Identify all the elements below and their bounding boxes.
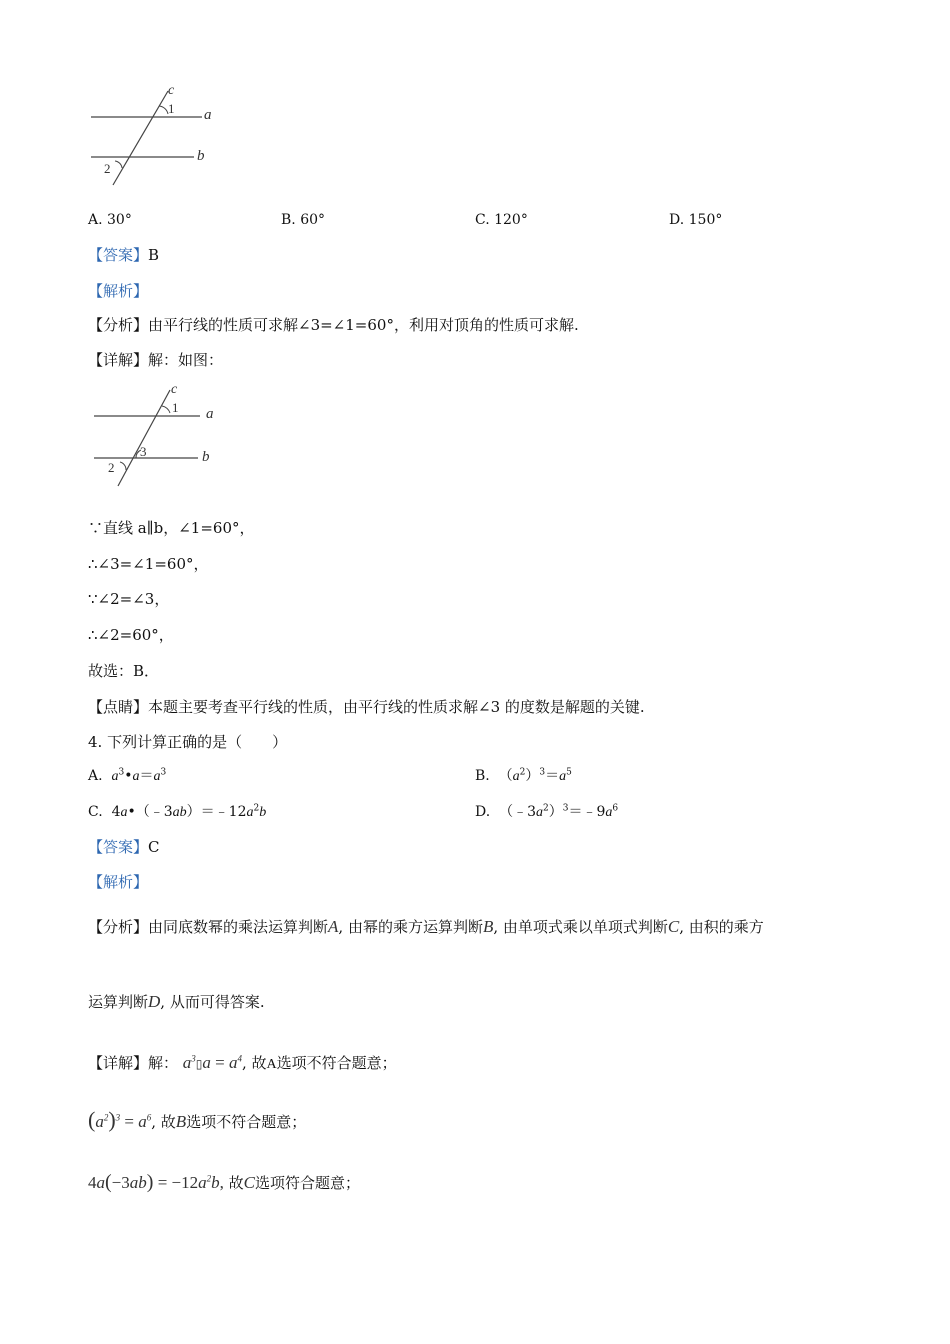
fenxi-text: , 从而可得答案. [160, 993, 265, 1011]
math-A: A [328, 917, 339, 936]
detail-text: , 故 [151, 1113, 176, 1131]
q4-option-a: A. $a^3•a=a^3$ [88, 767, 167, 784]
fenxi-text: , 由幂的乘方运算判断 [338, 918, 483, 936]
q4-detail-b [88, 1107, 307, 1132]
math-D: D [148, 992, 161, 1011]
q4-option-b: B. $(a^2)^3=a^5$ [475, 767, 572, 784]
label-angle-1: 1 [168, 101, 175, 116]
parallel-lines-figure-1 [84, 78, 234, 190]
parallel-lines-figure-2 [88, 378, 228, 490]
q4-fenxi-line-2 [88, 992, 265, 1012]
option-letter: A [266, 1057, 277, 1072]
q3-option-a: A. 30° [88, 212, 132, 228]
q3-step-4: ∴∠2=60°， [88, 626, 174, 644]
detail-text: 故 [228, 1174, 244, 1192]
q4-detail-c [88, 1172, 360, 1193]
q3-option-d: D. 150° [669, 212, 723, 228]
q3-step-1: ∵直线 a∥b，∠1=60°， [88, 519, 255, 537]
q3-step-3: ∵∠2=∠3， [88, 590, 170, 608]
math-B: B [482, 917, 494, 936]
q3-fenxi: 【分析】由平行线的性质可求解∠3=∠1=60°，利用对顶角的性质可求解. [88, 316, 579, 334]
q3-answer [88, 245, 159, 265]
detail-text: 选项不符合题意； [186, 1113, 307, 1131]
q3-detail: 【详解】解：如图： [88, 351, 224, 369]
q4-detail-a [88, 1053, 397, 1075]
detail-text: 选项符合题意； [255, 1174, 361, 1192]
label-angle-3: 3 [140, 444, 147, 459]
q4-fenxi-line-1 [88, 917, 764, 937]
q3-option-c: C. 120° [475, 212, 528, 228]
formula-b: $(a^2)^3 = a^6$ [88, 1107, 152, 1132]
label-angle-2: 2 [104, 161, 111, 176]
formula-c: $4a(-3ab) = -12a^2b$, [88, 1171, 224, 1193]
math-C: C [667, 917, 680, 936]
q4-analysis-tag: 【解析】 [88, 873, 149, 891]
answer-value: B [148, 246, 160, 264]
option-label: A. [88, 768, 103, 784]
label-c: c [168, 83, 175, 98]
q4-option-c: C. $4a•(﹣3ab)=﹣12a^2b$ [88, 803, 267, 820]
label-c: c [171, 382, 178, 397]
q3-analysis-tag: 【解析】 [88, 282, 149, 300]
label-b: b [197, 148, 205, 164]
label-a: a [204, 107, 212, 123]
answer-tag: 【答案】 [88, 838, 149, 856]
fenxi-text: , 由积的乘方 [679, 918, 764, 936]
label-angle-1: 1 [172, 400, 179, 415]
formula-a: $a^3▯a = a^4$ [182, 1053, 242, 1072]
q4-option-d: D. $(﹣3a^2)^3=﹣9a^6$ [475, 803, 619, 820]
q4-stem: 4. 下列计算正确的是（ ） [88, 733, 288, 751]
q4-answer [88, 837, 160, 857]
option-label: C. [88, 804, 103, 820]
detail-text: , 故 [242, 1054, 267, 1072]
q3-dianjing: 【点睛】本题主要考查平行线的性质，由平行线的性质求解∠3 的度数是解题的关键. [88, 698, 645, 716]
q3-option-b: B. 60° [281, 212, 326, 228]
option-label: B. [475, 768, 490, 784]
fenxi-text: 运算判断 [88, 993, 149, 1011]
label-angle-2: 2 [108, 460, 115, 475]
q3-step-2: ∴∠3=∠1=60°， [88, 555, 209, 573]
answer-value: C [148, 838, 160, 856]
label-b: b [202, 449, 210, 465]
option-label: D. [475, 804, 491, 820]
detail-tag: 【详解】解： [88, 1054, 179, 1072]
detail-text: 选项不符合题意； [276, 1054, 397, 1072]
option-letter: B [175, 1112, 187, 1131]
option-letter: C [243, 1173, 256, 1192]
label-a: a [206, 406, 214, 422]
q3-choice: 故选：B． [88, 662, 160, 680]
answer-tag: 【答案】 [88, 246, 149, 264]
fenxi-text: , 由单项式乘以单项式判断 [493, 918, 668, 936]
fenxi-text: 【分析】由同底数幂的乘法运算判断 [88, 918, 329, 936]
